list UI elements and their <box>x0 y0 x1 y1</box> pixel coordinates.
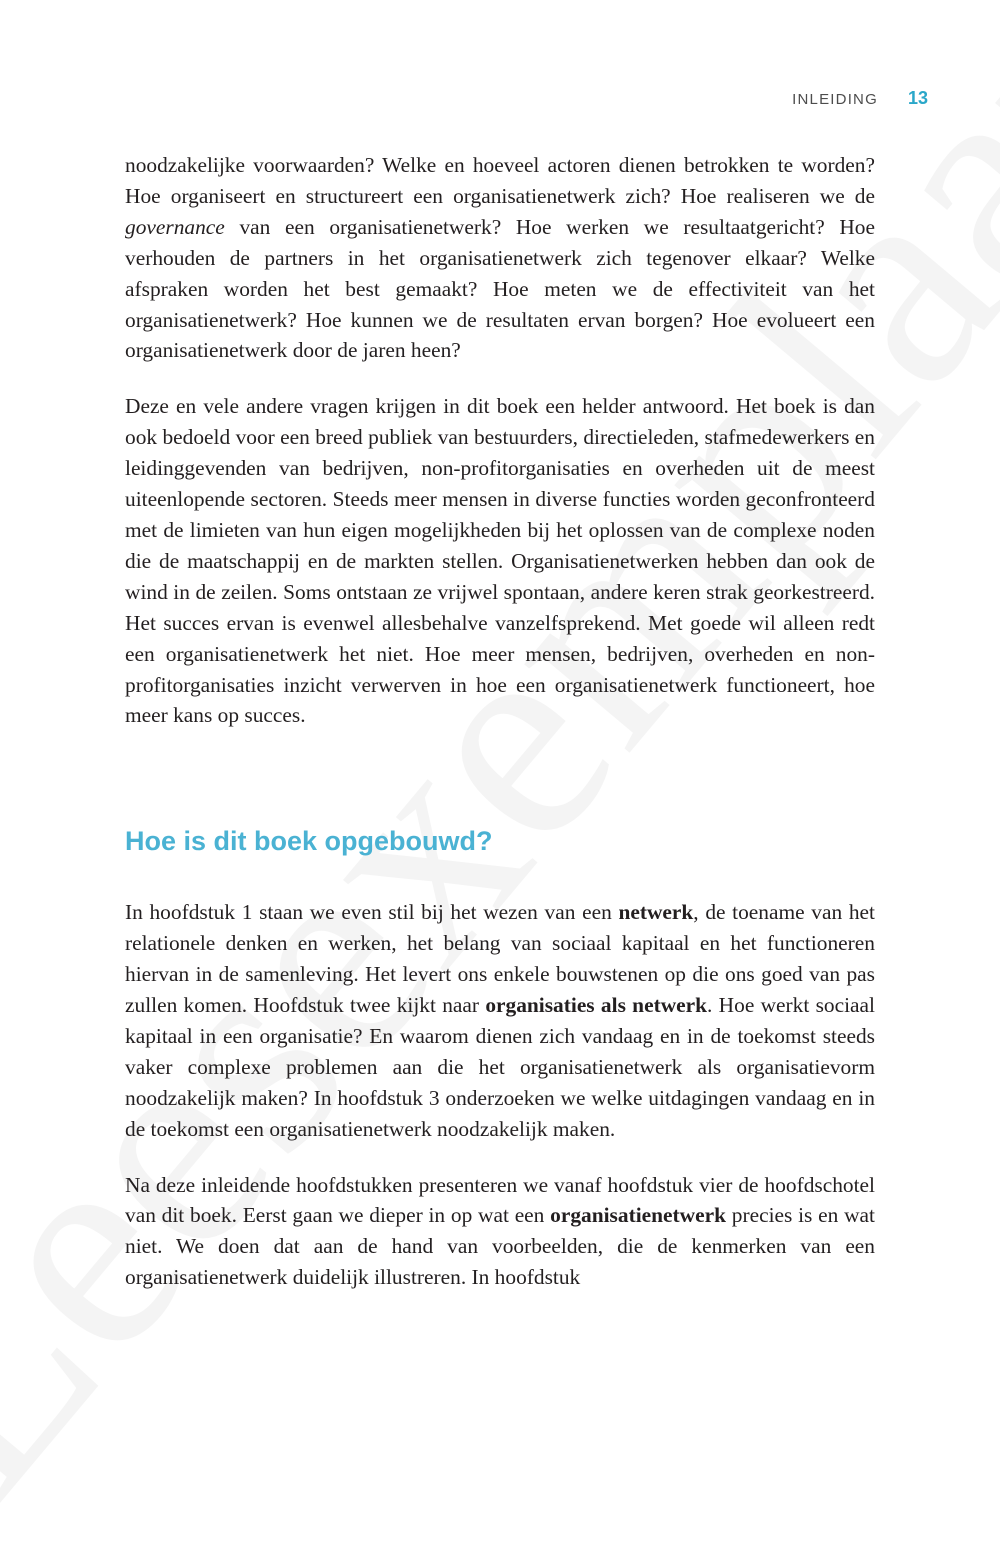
page-number: 13 <box>907 88 928 108</box>
text-span: . Hoe werkt sociaal kapitaal in een organisatie? En waarom dienen zich vandaag en in de toekomst steeds vaker complexe problemen aan die het organisatienetwerk als organisatievorm noodzakelijk maken? In hoofdstuk 3 onderzoeken we welke uitdagingen vandaag en in de toekomst een organisatienetwerk noodzakelijk maken. <box>125 993 875 1141</box>
chapter-label: INLEIDING <box>792 91 878 108</box>
text-span: In hoofdstuk 1 staan we even stil bij het wezen van een <box>125 900 619 925</box>
page-content <box>125 150 875 1293</box>
bold-term: organisatienetwerk <box>550 1203 726 1228</box>
italic-term: governance <box>125 214 225 239</box>
paragraph-1 <box>125 150 875 366</box>
bold-term: organisaties als netwerk <box>485 993 708 1018</box>
running-header <box>792 88 928 109</box>
text-span: , de toename van het relationele denken en werken, het belang van sociaal kapitaal en het functioneren hiervan in de samenleving. Het levert ons enkele bouwstenen op die ons goed van pas zullen komen. Hoofdstuk twee kijkt naar <box>125 900 875 1018</box>
section-heading: Hoe is dit boek opgebouwd? <box>125 826 493 857</box>
paragraph-2: Deze en vele andere vragen krijgen in dit boek een helder antwoord. Het boek is dan ook bedoeld voor een breed publiek van bestuurders, directieleden, stafmedewerkers en leidinggevenden van bedrijven, non-profitorganisaties en overheden uit de meest uiteenlopende sectoren. Steeds meer mensen in diverse functies worden geconfronteerd met de limieten van hun eigen mogelijkheden bij het oplossen van de complexe noden die de maatschappij en de markten stellen. Organisatienetwerken hebben dan ook de wind in de zeilen. Soms ontstaan ze vrijwel spontaan, andere keren strak georkestreerd. Het succes ervan is evenwel allesbehalve vanzelfsprekend. Met goede wil alleen redt een organisatienetwerk het niet. Hoe meer mensen, bedrijven, overheden en non-profitorganisaties inzicht verwerven in hoe een organisatienetwerk functioneert, hoe meer kans op succes. <box>125 394 875 728</box>
text-span: precies is en wat niet. We doen dat aan de hand van voorbeelden, die de kenmerken van een organisatienetwerk duidelijk illustreren. In hoofdstuk <box>125 1203 875 1290</box>
paragraph-3 <box>125 897 875 1144</box>
paragraph-4 <box>125 1170 875 1294</box>
bold-term: netwerk <box>618 900 694 925</box>
text-span: Na deze inleidende hoofdstukken presenteren we vanaf hoofdstuk vier de hoofdschotel van dit boek. Eerst gaan we dieper in op wat een <box>125 1172 875 1228</box>
text-span: van een organisatienetwerk? Hoe werken we resultaatgericht? Hoe verhouden de partners in het organisatienetwerk zich tegenover elkaar? Welke afspraken worden het best gemaakt? Hoe meten we de effectiviteit van het organisatienetwerk? Hoe kunnen we de resultaten ervan borgen? Hoe evolueert een organisatienetwerk door de jaren heen? <box>125 214 875 363</box>
text-span: noodzakelijke voorwaarden? Welke en hoeveel actoren dienen betrokken te worden? Hoe organiseert en structureert een organisatienetwerk zich? Hoe realiseren we de <box>125 153 875 208</box>
